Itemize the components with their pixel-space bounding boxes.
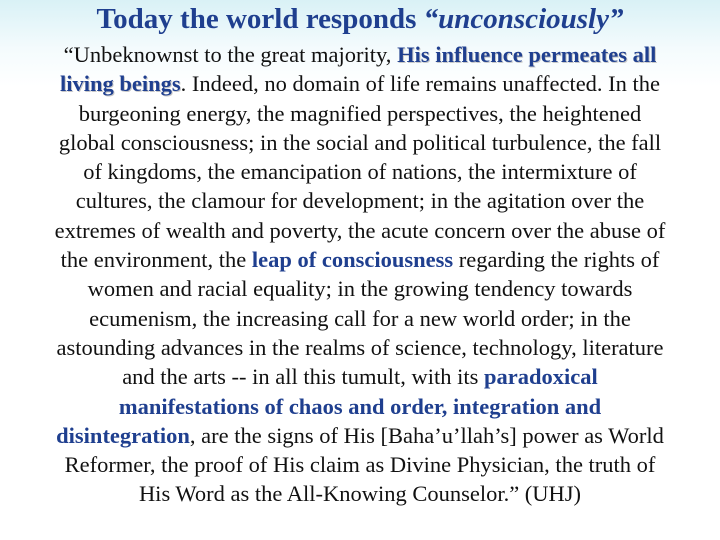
title-emphasis: “unconsciously” [423, 3, 624, 35]
quote-body [4, 40, 716, 509]
quote-text: regarding the rights of [453, 247, 660, 273]
title-text: Today the world responds [96, 3, 424, 35]
quote-text: , are the signs of His [Baha’u’llah’s] power as World [189, 422, 664, 448]
quote-text: . Indeed, no domain of life remains unaffected. In the [180, 71, 661, 97]
quote-line [4, 69, 716, 98]
quote-highlight: paradoxical [484, 364, 598, 390]
quote-line: global consciousness; in the social and political turbulence, the fall [58, 129, 662, 155]
quote-line: cultures, the clamour for development; in the agitation over the [75, 188, 645, 214]
quote-line [4, 40, 716, 69]
quote-line: burgeoning energy, the magnified perspectives, the heightened [78, 100, 642, 126]
quote-line: extremes of wealth and poverty, the acute concern over the abuse of [54, 217, 666, 243]
quote-line: Reformer, the proof of His claim as Divine Physician, the truth of [64, 452, 656, 478]
quote-highlight: His influence permeates all [397, 42, 657, 67]
quote-highlight: leap of consciousness [251, 247, 454, 273]
quote-line: His Word as the All-Knowing Counselor.” (UHJ) [138, 481, 582, 507]
quote-text: “Unbeknownst to the great majority, [63, 42, 398, 67]
quote-text: the environment, the [60, 247, 252, 273]
slide-title [0, 2, 720, 36]
quote-line [4, 421, 716, 450]
quote-text: and the arts -- in all this tumult, with its [122, 364, 485, 390]
quote-line: manifestations of chaos and order, integration and [118, 393, 602, 419]
quote-highlight: living beings [59, 71, 181, 97]
quote-highlight: disintegration [56, 422, 190, 448]
quote-line [4, 362, 716, 391]
quote-line: ecumenism, the increasing call for a new world order; in the [89, 305, 631, 331]
quote-line: women and racial equality; in the growing tendency towards [87, 276, 633, 302]
quote-line: astounding advances in the realms of science, technology, literature [56, 334, 664, 360]
quote-line [4, 245, 716, 274]
quote-line: of kingdoms, the emancipation of nations, the intermixture of [83, 159, 637, 185]
